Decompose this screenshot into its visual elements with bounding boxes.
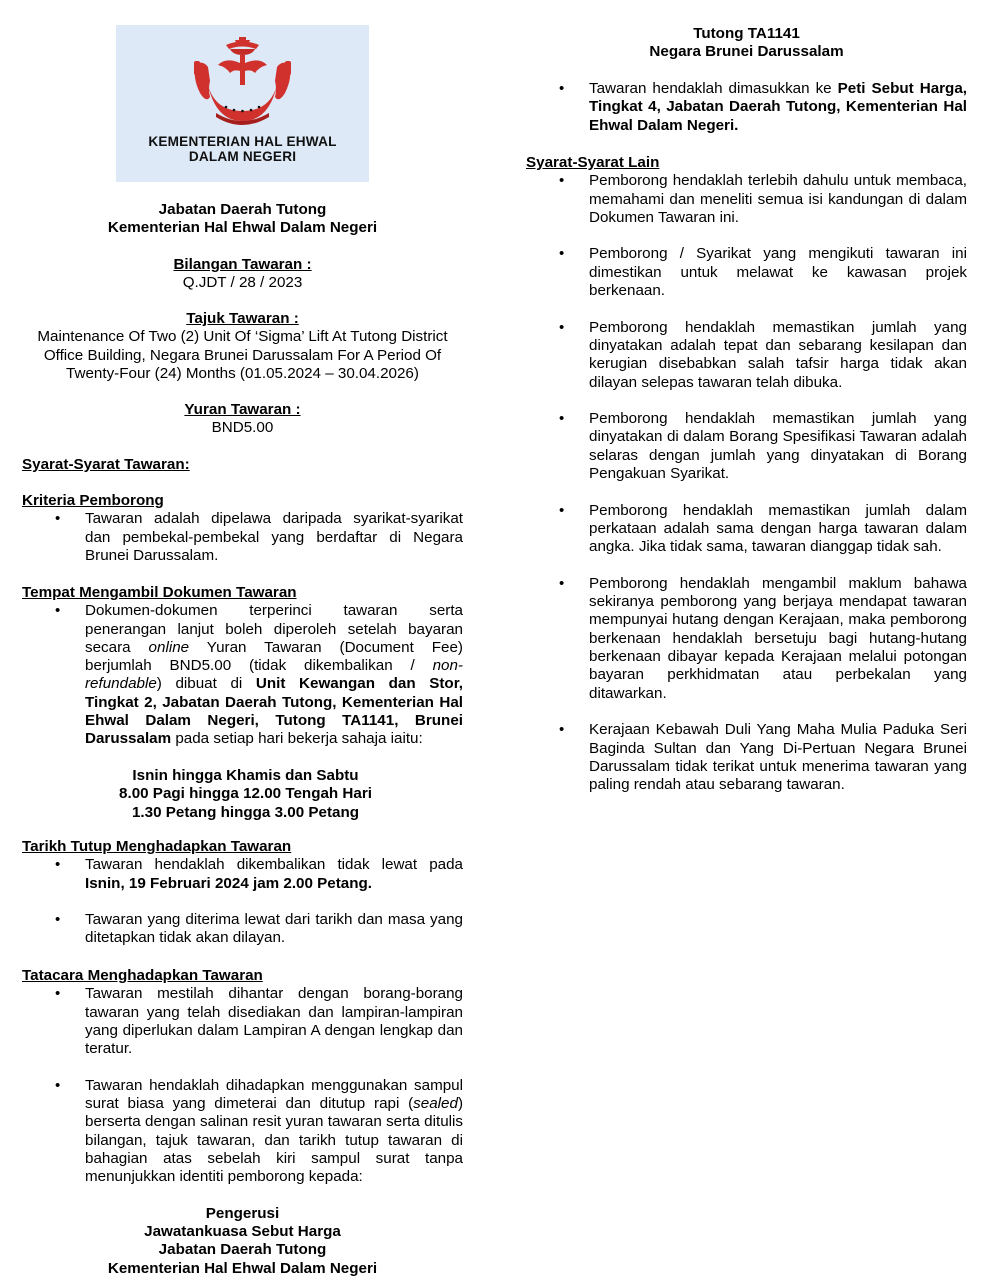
address-line: Jabatan Daerah Tutong	[158, 1241, 327, 1259]
bullet-icon: •	[559, 574, 565, 592]
list-item: • Kerajaan Kebawah Duli Yang Maha Mulia Paduka Seri Baginda Sultan dan Yang Di-Pertuan Negara Brunei Darussalam tidak terikat untuk menerima tawaran yang paling rendah atau sebarang tawaran.	[559, 721, 967, 794]
other-terms-heading: Syarat-Syarat Lain	[526, 154, 660, 171]
logo-line-2: DALAM NEGERI	[188, 149, 297, 164]
tender-number-section	[22, 256, 463, 293]
list-item: • Pemborong / Syarikat yang mengikuti tawaran ini dimestikan untuk melawat ke kawasan projek berkenaan.	[559, 245, 967, 300]
bullet-icon: •	[55, 911, 61, 929]
tender-fee-section	[22, 401, 463, 438]
list-item: • Pemborong hendaklah memastikan jumlah dalam perkataan adalah sama dengan harga tawaran dalam angka. Jika tidak sama, tawaran dianggap tidak sah.	[559, 501, 967, 556]
tender-title-label: Tajuk Tawaran :	[186, 310, 299, 327]
bullet-icon: •	[55, 510, 61, 528]
list-item: • Pemborong hendaklah mengambil maklum bahawa sekiranya pemborong yang berjaya mendapat tawaran mempunyai hutang dengan Kerajaan, maka pemborong berkenaan hendaklah bersetuju bagi hutang-hutang berkenaan dibayar kepada Kerajaan melalui potongan bayaran perkhidmatan atau perbekalan yang ditawarkan.	[559, 574, 967, 702]
closing-heading: Tarikh Tutup Menghadapkan Tawaran	[22, 838, 292, 855]
criteria-section	[22, 492, 463, 565]
office-time-afternoon: 1.30 Petang hingga 3.00 Petang	[131, 803, 360, 821]
list-item: • Tawaran hendaklah dimasukkan ke Peti Sebut Harga, Tingkat 4, Jabatan Daerah Tutong, Kementerian Hal Ehwal Dalam Negeri.	[559, 80, 967, 134]
terms-heading: Syarat-Syarat Tawaran:	[22, 456, 190, 473]
logo-wordmark	[116, 134, 369, 164]
address-line: Tutong TA1141	[693, 25, 800, 42]
other-terms-list	[526, 172, 967, 794]
bullet-icon: •	[559, 172, 565, 190]
address-line: Negara Brunei Darussalam	[649, 43, 844, 61]
bullet-icon: •	[55, 602, 61, 620]
bullet-icon: •	[55, 856, 61, 874]
bullet-icon: •	[559, 245, 565, 263]
collect-heading: Tempat Mengambil Dokumen Tawaran	[22, 584, 297, 601]
bullet-icon: •	[559, 318, 565, 336]
bullet-icon: •	[55, 1076, 61, 1094]
list-item: • Tawaran hendaklah dihadapkan menggunakan sampul surat biasa yang dimeterai dan ditutup rapi (sealed) berserta dengan salinan resit yuran tawaran serta ditulis bilangan, tajuk tawaran, dan tarikh tutup tawaran di bahagian atas sebelah kiri sampul surat tanpa menunjukkan identiti pemborong kepada:	[55, 1076, 463, 1186]
bullet-icon: •	[559, 410, 565, 428]
collect-section	[22, 584, 463, 822]
tender-fee: BND5.00	[211, 419, 274, 437]
procedure-section	[22, 967, 463, 1278]
tender-box-location: Peti Sebut Harga, Tingkat 4, Jabatan Daerah Tutong, Kementerian Hal Ehwal Dalam Negeri.	[589, 80, 967, 134]
other-terms-section	[526, 154, 967, 794]
bullet-icon: •	[559, 721, 565, 739]
logo-line-1: KEMENTERIAN HAL EHWAL	[148, 134, 337, 149]
tender-number-label: Bilangan Tawaran :	[173, 256, 312, 273]
department-heading	[22, 201, 463, 238]
bullet-icon: •	[559, 80, 565, 97]
closing-date: Isnin, 19 Februari 2024 jam 2.00 Petang.	[85, 874, 373, 892]
ministry-name: Kementerian Hal Ehwal Dalam Negeri	[107, 219, 378, 237]
tender-number: Q.JDT / 28 / 2023	[182, 274, 303, 292]
closing-list	[22, 856, 463, 947]
procedure-list	[22, 985, 463, 1186]
address-line: Kementerian Hal Ehwal Dalam Negeri	[107, 1259, 378, 1277]
criteria-list	[22, 510, 463, 565]
bullet-icon: •	[559, 501, 565, 519]
tender-fee-label: Yuran Tawaran :	[184, 401, 301, 418]
list-item: • Dokumen-dokumen terperinci tawaran serta penerangan lanjut boleh diperoleh setelah bayaran secara online Yuran Tawaran (Document Fee) berjumlah BND5.00 (tidak dikembalikan / non-refundable) dibuat di Unit Kewangan dan Stor, Tingkat 2, Jabatan Daerah Tutong, Kementerian Hal Ehwal Dalam Negeri, Tutong TA1141, Brunei Darussalam pada setiap hari bekerja sahaja iaitu:	[55, 602, 463, 748]
address-line: Jawatankuasa Sebut Harga	[144, 1223, 341, 1241]
address-block-right	[526, 25, 967, 62]
list-item: • Tawaran yang diterima lewat dari tarikh dan masa yang ditetapkan tidak akan dilayan.	[55, 911, 463, 947]
list-item: • Pemborong hendaklah terlebih dahulu untuk membaca, memahami dan meneliti semua isi kandungan di dalam Dokumen Tawaran ini.	[559, 172, 967, 226]
address-block-left	[22, 1205, 463, 1278]
procedure-continued	[526, 80, 967, 135]
office-time-morning: 8.00 Pagi hingga 12.00 Tengah Hari	[119, 785, 372, 803]
office-days: Isnin hingga Khamis dan Sabtu	[132, 766, 359, 784]
list-item: • Tawaran hendaklah dikembalikan tidak lewat pada Isnin, 19 Februari 2024 jam 2.00 Petang.	[55, 856, 463, 892]
address-line: Pengerusi	[205, 1204, 280, 1222]
closing-section	[22, 838, 463, 948]
ministry-logo	[116, 25, 369, 182]
list-item: • Tawaran mestilah dihantar dengan borang-borang tawaran yang telah disediakan dan lampiran-lampiran yang diperlukan dalam Lampiran A dengan lengkap dan teratur.	[55, 985, 463, 1058]
list-item: • Pemborong hendaklah memastikan jumlah yang dinyatakan di dalam Borang Spesifikasi Tawaran adalah selaras dengan jumlah yang dinyatakan di Borang Pengakuan Syarikat.	[559, 410, 967, 483]
bullet-icon: •	[55, 985, 61, 1003]
procedure-heading: Tatacara Menghadapkan Tawaran	[22, 967, 263, 984]
office-hours	[22, 767, 463, 822]
tender-title: Maintenance Of Two (2) Unit Of ‘Sigma’ Lift At Tutong District Office Building, Negara Brunei Darussalam For A Period Of Twenty-Four (24) Months (01.05.2024 – 30.04.2026)	[37, 328, 448, 382]
tender-title-section	[22, 310, 463, 383]
list-item: • Pemborong hendaklah memastikan jumlah yang dinyatakan adalah tepat dan sebarang kesilapan dan kerugian disebabkan salah tafsir harga tidak akan dilayan selepas tawaran telah dibuka.	[559, 318, 967, 391]
collect-list	[22, 602, 463, 748]
list-item: • Tawaran adalah dipelawa daripada syarikat-syarikat dan pembekal-pembekal yang berdaftar di Negara Brunei Darussalam.	[55, 510, 463, 564]
brunei-crest-icon	[186, 33, 299, 133]
criteria-heading: Kriteria Pemborong	[22, 492, 164, 509]
department-name: Jabatan Daerah Tutong	[158, 201, 327, 218]
